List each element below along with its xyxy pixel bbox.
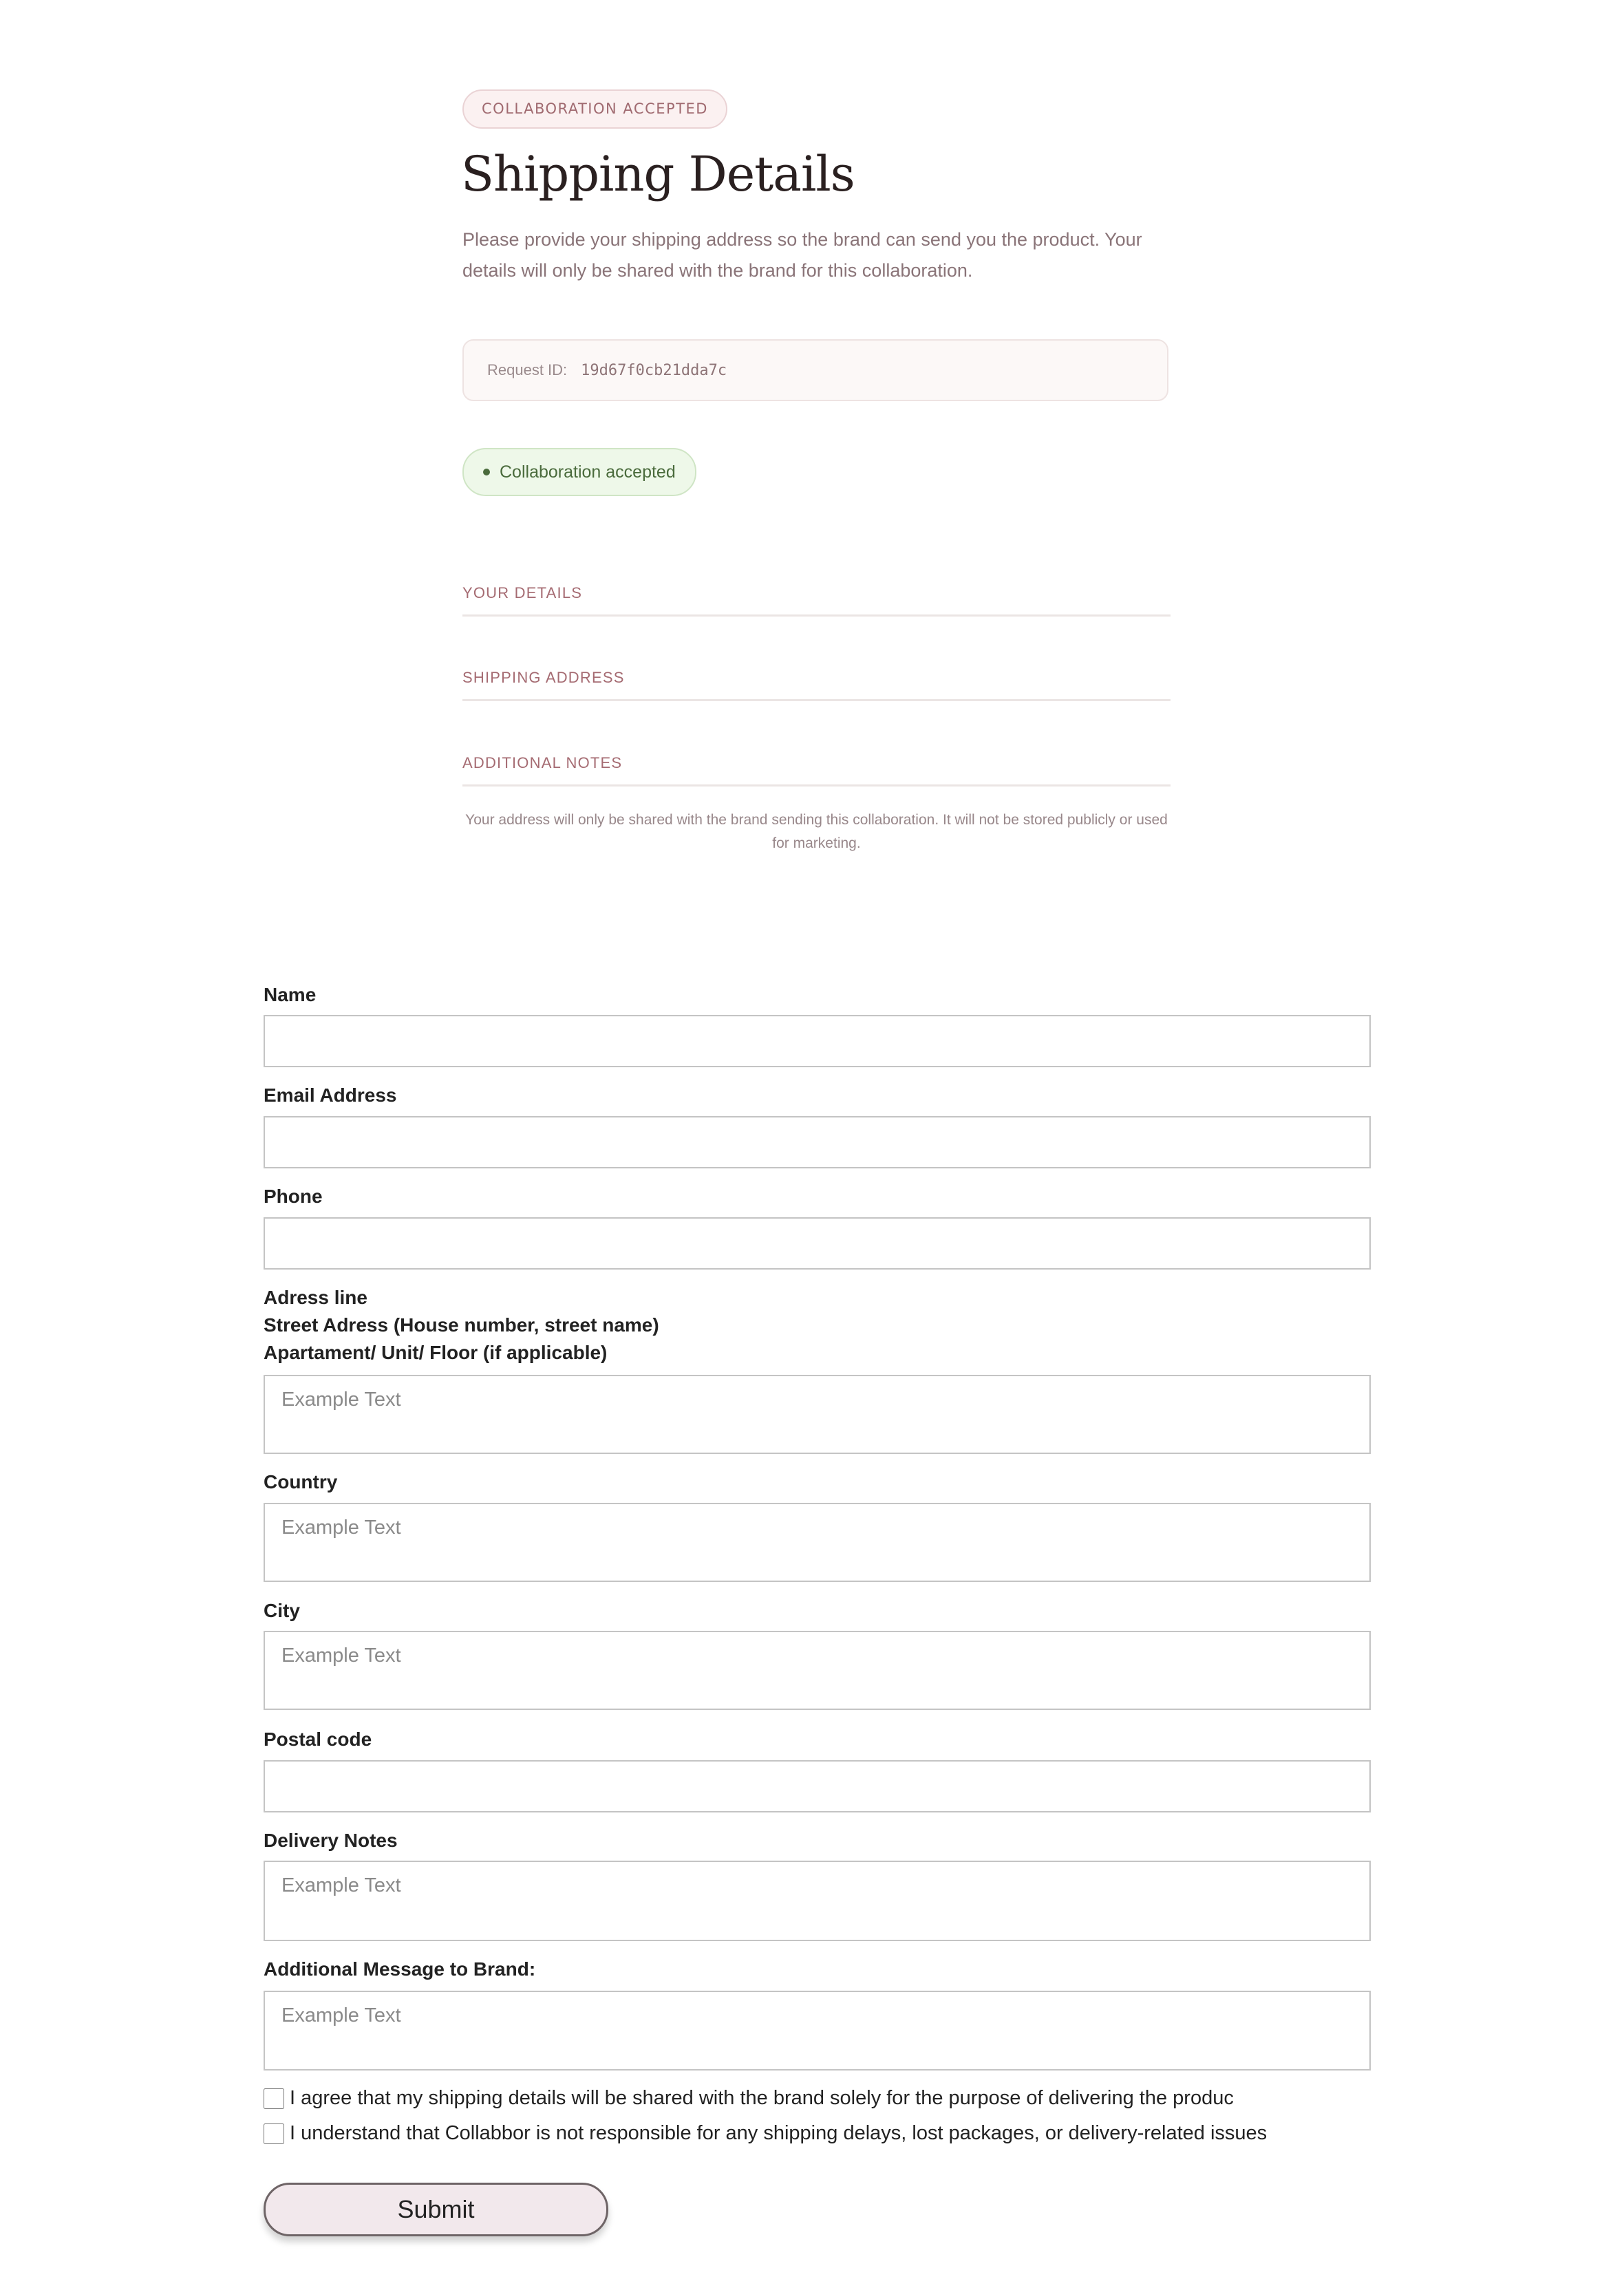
city-input[interactable]: [264, 1631, 1371, 1710]
section-your-details: [462, 584, 1171, 617]
address-label: Adress line: [264, 1287, 367, 1308]
country-label: Country: [264, 1471, 338, 1492]
page-description: Please provide your shipping address so the brand can send you the product. Your details will only be shared with the brand for this collaboration.: [462, 229, 1142, 281]
country-input[interactable]: [264, 1503, 1371, 1582]
request-id-label: Request ID:: [487, 361, 568, 378]
section-shipping-address: [462, 669, 1171, 701]
submit-button[interactable]: Submit: [264, 2183, 608, 2236]
status-label: Collaboration accepted: [500, 462, 676, 482]
request-id-value: 19d67f0cb21dda7c: [581, 361, 727, 379]
message-input[interactable]: [264, 1991, 1371, 2071]
email-input[interactable]: [264, 1116, 1371, 1168]
status-badge: [462, 448, 696, 496]
section-additional-notes: [462, 754, 1171, 787]
name-label: Name: [264, 984, 317, 1005]
section-heading: YOUR DETAILS: [462, 584, 583, 601]
address-input[interactable]: [264, 1375, 1371, 1454]
request-id-box: [462, 339, 1168, 401]
postal-code-label: Postal code: [264, 1729, 372, 1750]
consent-share-label: I agree that my shipping details will be shared with the brand solely for the purpose of delivering the produc: [290, 2087, 1234, 2109]
status-dot-icon: [483, 469, 490, 475]
section-heading: ADDITIONAL NOTES: [462, 754, 623, 771]
name-input[interactable]: [264, 1015, 1371, 1067]
postal-code-input[interactable]: [264, 1760, 1371, 1812]
apartment-label: Apartament/ Unit/ Floor (if applicable): [264, 1342, 608, 1363]
page-title: Shipping Details: [461, 146, 855, 202]
message-label: Additional Message to Brand:: [264, 1958, 536, 1980]
consent-share-checkbox-row[interactable]: [264, 2087, 1234, 2110]
consent-liability-label: I understand that Collabbor is not responsible for any shipping delays, lost packages, or delivery-related issues: [290, 2122, 1268, 2144]
privacy-note: Your address will only be shared with the brand sending this collaboration. It will not be stored publicly or used for marketing.: [465, 812, 1168, 851]
section-heading: SHIPPING ADDRESS: [462, 669, 625, 686]
city-label: City: [264, 1600, 300, 1621]
street-address-label: Street Adress (House number, street name): [264, 1314, 659, 1336]
collaboration-accepted-badge: COLLABORATION ACCEPTED: [462, 89, 727, 129]
phone-input[interactable]: [264, 1217, 1371, 1270]
delivery-notes-label: Delivery Notes: [264, 1830, 398, 1851]
consent-share-checkbox[interactable]: [264, 2088, 284, 2109]
consent-liability-checkbox[interactable]: [264, 2123, 284, 2144]
phone-label: Phone: [264, 1186, 323, 1207]
email-label: Email Address: [264, 1084, 397, 1106]
delivery-notes-input[interactable]: [264, 1861, 1371, 1941]
consent-liability-checkbox-row[interactable]: [264, 2122, 1267, 2145]
